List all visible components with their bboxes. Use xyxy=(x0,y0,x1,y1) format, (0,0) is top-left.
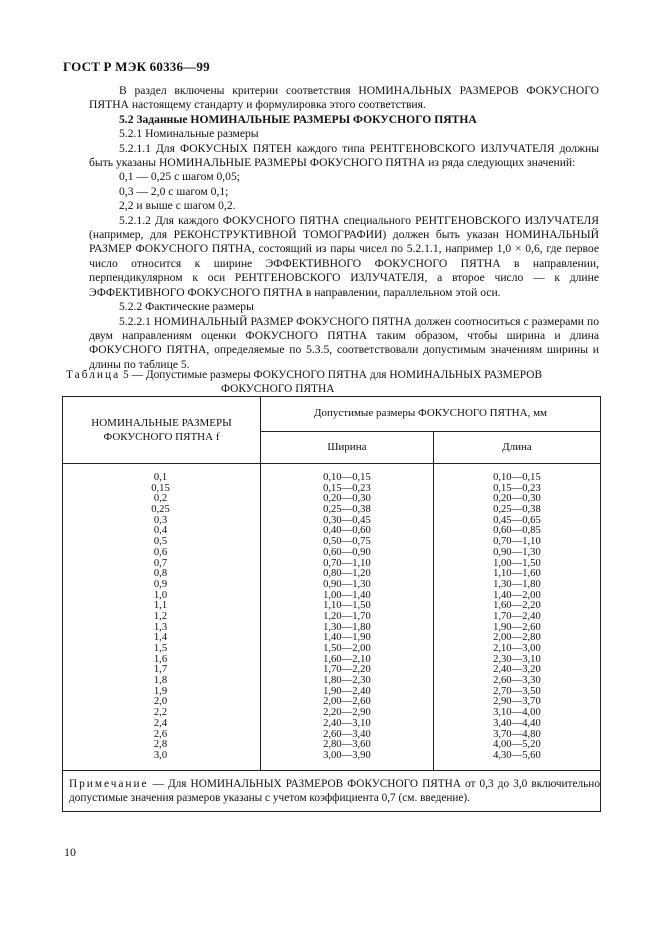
table-cell-width: 0,25—0,38 xyxy=(323,504,371,516)
table-cell-width: 2,20—2,90 xyxy=(323,707,371,719)
table-cell-f: 2,6 xyxy=(153,728,168,740)
table-cell-length: 2,10—3,00 xyxy=(493,643,541,654)
table-cell-f: 0,9 xyxy=(153,578,168,590)
table-cell-width: 1,50—2,00 xyxy=(323,643,371,654)
table-cell-width: 2,40—3,10 xyxy=(323,717,371,729)
table-cell-width: 0,15—0,23 xyxy=(323,482,371,494)
table-cell-length: 3,70—4,80 xyxy=(493,728,541,740)
table-cell-width: 0,50—0,75 xyxy=(323,536,371,548)
table-cell-width: 1,40—1,90 xyxy=(323,632,371,644)
table-cell-f: 1,6 xyxy=(153,653,168,665)
table-cell-f: 0,15 xyxy=(151,482,170,494)
table-cell-length: 0,90—1,30 xyxy=(493,546,541,558)
table-cell-width: 0,20—0,30 xyxy=(323,493,371,505)
table-cell-f: 1,1 xyxy=(153,600,168,612)
table-cell-width: 0,90—1,30 xyxy=(323,578,371,590)
header-nominal-size: НОМИНАЛЬНЫЕ РАЗМЕРЫ ФОКУСНОГО ПЯТНА f xyxy=(63,397,261,464)
clause-5-2-1-1: 5.2.1.1 Для ФОКУСНЫХ ПЯТЕН каждого типа РЕНТГЕНОВСКОГО ИЗЛУЧАТЕЛЯ должны быть указаны НОМИНАЛЬНЫЕ РАЗМЕРЫ ФОКУСНОГО ПЯТНА из ряда следующих значений: xyxy=(89,141,599,170)
table-cell-f: 1,7 xyxy=(153,664,168,676)
table-cell-length: 0,15—0,23 xyxy=(493,482,541,494)
table-cell-f: 0,8 xyxy=(153,568,168,580)
subsection-heading-5-2-1: 5.2.1 Номинальные размеры xyxy=(119,127,259,141)
clause-5-2-1-2: 5.2.1.2 Для каждого ФОКУСНОГО ПЯТНА специального РЕНТГЕНОВСКОГО ИЗЛУЧАТЕЛЯ (например, для РЕКОНСТРУКТИВНОЙ ТОМОГРАФИИ) должен быть указан НОМИНАЛЬНЫЙ РАЗМЕР ФОКУСНОГО ПЯТНА, состоящий из пары чисел по 5.2.1.1, например 1,0 × 0,6, где первое число относится к ширине ЭФФЕКТИВНОГО ФОКУСНОГО ПЯТНА в направлении, перпендикулярном к оси РЕНТГЕНОВСКОГО ИЗЛУЧАТЕЛЯ, а второе число — к длине ЭФФЕКТИВНОГО ФОКУСНОГО ПЯТНА в направлении, параллельном этой оси. xyxy=(89,213,599,299)
table-cell-length: 1,40—2,00 xyxy=(493,589,541,601)
table-cell-width: 0,80—1,20 xyxy=(323,568,371,580)
table-cell-width: 3,00—3,90 xyxy=(323,749,371,761)
table-cell-length: 1,90—2,60 xyxy=(493,621,541,633)
table-cell-length: 4,00—5,20 xyxy=(493,739,541,751)
header-length: Длина xyxy=(433,431,600,464)
table-cell-length: 0,10—0,15 xyxy=(493,472,541,483)
table-cell-width: 0,60—0,90 xyxy=(323,546,371,558)
header-permissible-size: Допустимые размеры ФОКУСНОГО ПЯТНА, мм xyxy=(261,397,601,432)
header-width: Ширина xyxy=(261,431,434,464)
table-cell-width: 1,60—2,10 xyxy=(323,653,371,665)
table-cell-f: 0,3 xyxy=(153,514,168,526)
table-cell-length: 0,70—1,10 xyxy=(493,536,541,548)
table-cell-length: 4,30—5,60 xyxy=(493,749,541,761)
intro-paragraph: В раздел включены критерии соответствия НОМИНАЛЬНЫХ РАЗМЕРОВ ФОКУСНОГО ПЯТНА настоящему стандарту и формулировка этого соответствия. xyxy=(89,84,599,112)
table-cell-f: 3,0 xyxy=(153,749,168,761)
table-cell-length: 1,70—2,40 xyxy=(493,610,541,622)
table-cell-length: 0,60—0,85 xyxy=(493,525,541,537)
table-cell-length: 2,30—3,10 xyxy=(493,653,541,665)
table-cell-f: 0,7 xyxy=(153,557,168,569)
table-cell-length: 2,70—3,50 xyxy=(493,685,541,697)
note-text: — Для НОМИНАЛЬНЫХ РАЗМЕРОВ ФОКУСНОГО ПЯТНА от 0,3 до 3,0 включительно допустимые значения размеров указаны с учетом коэффициента 0,7 (см. введение). xyxy=(69,777,600,804)
clause-5-2-2-1: 5.2.2.1 НОМИНАЛЬНЫЙ РАЗМЕР ФОКУСНОГО ПЯТНА должен соотноситься с размерами по двум направлениям оценки ФОКУСНОГО ПЯТНА таким образом, чтобы ширина и длина ФОКУСНОГО ПЯТНА, определяемые по 5.3.5, соответствовали допустимым значениям ширины и длины по таблице 5. xyxy=(89,314,599,371)
focal-spot-table xyxy=(62,396,601,812)
table-cell-f: 1,0 xyxy=(153,589,168,601)
table-caption-text: 5 — Допустимые размеры ФОКУСНОГО ПЯТНА для НОМИНАЛЬНЫХ РАЗМЕРОВ xyxy=(120,369,543,381)
width-column xyxy=(261,464,434,771)
table-cell-f: 1,5 xyxy=(153,643,168,654)
table-cell-f: 2,4 xyxy=(153,717,168,729)
value-range-1: 0,1 — 0,25 с шагом 0,05; xyxy=(119,170,240,184)
note-lead: Примечание xyxy=(69,777,149,790)
body-text xyxy=(89,84,599,372)
table-cell-length: 3,10—4,00 xyxy=(493,707,541,719)
table-cell-length: 2,40—3,20 xyxy=(493,664,541,676)
table-cell-width: 2,60—3,40 xyxy=(323,728,371,740)
table-caption-lead: Таблица xyxy=(66,369,121,381)
table-cell-length: 3,40—4,40 xyxy=(493,717,541,729)
table-cell-width: 1,20—1,70 xyxy=(323,610,371,622)
table-cell-length: 0,45—0,65 xyxy=(493,514,541,526)
nominal-size-column xyxy=(63,464,261,771)
table-cell-f: 0,5 xyxy=(153,536,168,548)
table-cell-width: 2,00—2,60 xyxy=(323,696,371,708)
table-cell-f: 1,8 xyxy=(153,675,168,687)
table-cell-length: 1,60—2,20 xyxy=(493,600,541,612)
length-column xyxy=(433,464,600,771)
table-cell-f: 0,25 xyxy=(151,504,170,516)
table-cell-f: 2,8 xyxy=(153,739,168,751)
table-cell-width: 0,70—1,10 xyxy=(323,557,371,569)
table-cell-f: 0,6 xyxy=(153,546,168,558)
table-note xyxy=(63,770,601,811)
value-range-2: 0,3 — 2,0 с шагом 0,1; xyxy=(119,184,229,198)
section-heading-5-2: 5.2 Заданные НОМИНАЛЬНЫЕ РАЗМЕРЫ ФОКУСНОГО ПЯТНА xyxy=(119,112,477,126)
table-cell-f: 1,2 xyxy=(153,610,168,622)
table-cell-f: 2,0 xyxy=(153,696,168,708)
table-cell-length: 1,30—1,80 xyxy=(493,578,541,590)
table-cell-length: 0,25—0,38 xyxy=(493,504,541,516)
table-cell-f: 2,2 xyxy=(153,707,168,719)
table-cell-length: 0,20—0,30 xyxy=(493,493,541,505)
table-cell-width: 1,00—1,40 xyxy=(323,589,371,601)
page-number: 10 xyxy=(64,845,76,859)
table-cell-width: 0,10—0,15 xyxy=(323,472,371,483)
table-cell-length: 2,60—3,30 xyxy=(493,675,541,687)
table-cell-length: 1,10—1,60 xyxy=(493,568,541,580)
subsection-heading-5-2-2: 5.2.2 Фактические размеры xyxy=(119,300,254,314)
table-cell-width: 1,90—2,40 xyxy=(323,685,371,697)
table-cell-length: 2,90—3,70 xyxy=(493,696,541,708)
table-cell-f: 1,9 xyxy=(153,685,168,697)
table-cell-width: 1,80—2,30 xyxy=(323,675,371,687)
table-cell-f: 0,1 xyxy=(153,472,168,483)
table-cell-length: 2,00—2,80 xyxy=(493,632,541,644)
document-header: ГОСТ Р МЭК 60336—99 xyxy=(63,59,210,74)
value-range-3: 2,2 и выше с шагом 0,2. xyxy=(119,199,236,213)
table-cell-width: 1,10—1,50 xyxy=(323,600,371,612)
table-cell-length: 1,00—1,50 xyxy=(493,557,541,569)
table-caption xyxy=(66,369,566,396)
table-cell-width: 0,30—0,45 xyxy=(323,514,371,526)
table-cell-f: 1,4 xyxy=(153,632,168,644)
table-cell-f: 0,2 xyxy=(153,493,168,505)
table-cell-width: 1,70—2,20 xyxy=(323,664,371,676)
table-cell-width: 0,40—0,60 xyxy=(323,525,371,537)
table-cell-width: 2,80—3,60 xyxy=(323,739,371,751)
table-cell-f: 1,3 xyxy=(153,621,168,633)
table-cell-f: 0,4 xyxy=(153,525,168,537)
table-caption-line2: ФОКУСНОГО ПЯТНА xyxy=(221,382,335,395)
table-cell-width: 1,30—1,80 xyxy=(323,621,371,633)
